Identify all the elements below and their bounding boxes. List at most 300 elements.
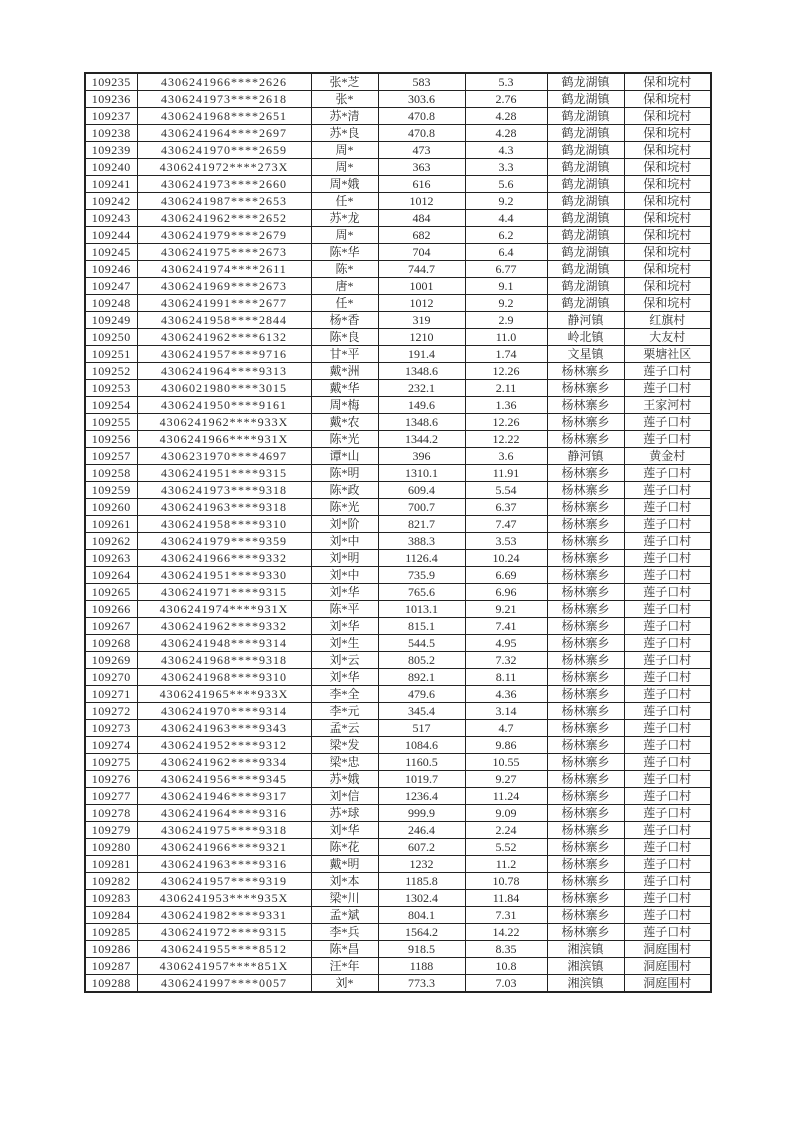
cell-id-number-masked: 4306241962****2652 xyxy=(137,210,311,227)
cell-person-name-masked: 刘*中 xyxy=(311,533,378,550)
cell-value-1: 470.8 xyxy=(378,108,465,125)
table-row xyxy=(85,482,711,499)
cell-value-1: 479.6 xyxy=(378,686,465,703)
cell-village: 莲子口村 xyxy=(624,550,711,567)
cell-sequence-number: 109245 xyxy=(85,244,137,261)
table-row xyxy=(85,890,711,907)
cell-town: 鹤龙湖镇 xyxy=(547,295,624,312)
cell-id-number-masked: 4306241982****9331 xyxy=(137,907,311,924)
cell-person-name-masked: 刘*本 xyxy=(311,873,378,890)
cell-id-number-masked: 4306241957****9319 xyxy=(137,873,311,890)
cell-id-number-masked: 4306241948****9314 xyxy=(137,635,311,652)
cell-sequence-number: 109285 xyxy=(85,924,137,941)
cell-value-2: 10.78 xyxy=(465,873,547,890)
cell-village: 洞庭围村 xyxy=(624,958,711,975)
cell-sequence-number: 109251 xyxy=(85,346,137,363)
cell-village: 莲子口村 xyxy=(624,907,711,924)
cell-town: 杨林寨乡 xyxy=(547,924,624,941)
cell-village: 保和垸村 xyxy=(624,142,711,159)
cell-id-number-masked: 4306241971****9315 xyxy=(137,584,311,601)
cell-village: 大友村 xyxy=(624,329,711,346)
cell-id-number-masked: 4306241975****9318 xyxy=(137,822,311,839)
table-row xyxy=(85,142,711,159)
cell-person-name-masked: 甘*平 xyxy=(311,346,378,363)
cell-village: 莲子口村 xyxy=(624,431,711,448)
cell-value-2: 5.52 xyxy=(465,839,547,856)
cell-sequence-number: 109288 xyxy=(85,975,137,993)
table-row xyxy=(85,244,711,261)
table-row xyxy=(85,584,711,601)
cell-id-number-masked: 4306241963****9316 xyxy=(137,856,311,873)
cell-sequence-number: 109275 xyxy=(85,754,137,771)
cell-town: 鹤龙湖镇 xyxy=(547,73,624,91)
cell-village: 洞庭围村 xyxy=(624,941,711,958)
cell-sequence-number: 109239 xyxy=(85,142,137,159)
cell-person-name-masked: 苏*球 xyxy=(311,805,378,822)
cell-value-1: 583 xyxy=(378,73,465,91)
cell-value-2: 4.3 xyxy=(465,142,547,159)
cell-value-1: 1126.4 xyxy=(378,550,465,567)
cell-sequence-number: 109235 xyxy=(85,73,137,91)
cell-value-2: 7.31 xyxy=(465,907,547,924)
cell-id-number-masked: 4306241968****9310 xyxy=(137,669,311,686)
cell-village: 莲子口村 xyxy=(624,754,711,771)
cell-person-name-masked: 谭*山 xyxy=(311,448,378,465)
cell-sequence-number: 109253 xyxy=(85,380,137,397)
table-row xyxy=(85,227,711,244)
cell-id-number-masked: 4306241972****273X xyxy=(137,159,311,176)
table-row xyxy=(85,278,711,295)
cell-person-name-masked: 周*娥 xyxy=(311,176,378,193)
cell-sequence-number: 109286 xyxy=(85,941,137,958)
cell-sequence-number: 109256 xyxy=(85,431,137,448)
table-row xyxy=(85,73,711,91)
cell-person-name-masked: 刘*华 xyxy=(311,618,378,635)
cell-person-name-masked: 苏*良 xyxy=(311,125,378,142)
cell-person-name-masked: 任* xyxy=(311,193,378,210)
cell-sequence-number: 109274 xyxy=(85,737,137,754)
cell-id-number-masked: 4306241962****6132 xyxy=(137,329,311,346)
table-row xyxy=(85,788,711,805)
cell-sequence-number: 109268 xyxy=(85,635,137,652)
cell-value-1: 363 xyxy=(378,159,465,176)
cell-town: 湘滨镇 xyxy=(547,958,624,975)
cell-value-1: 1160.5 xyxy=(378,754,465,771)
cell-value-2: 10.55 xyxy=(465,754,547,771)
cell-id-number-masked: 4306241968****9318 xyxy=(137,652,311,669)
cell-value-1: 1210 xyxy=(378,329,465,346)
cell-village: 莲子口村 xyxy=(624,618,711,635)
cell-village: 莲子口村 xyxy=(624,601,711,618)
cell-village: 莲子口村 xyxy=(624,516,711,533)
cell-sequence-number: 109265 xyxy=(85,584,137,601)
cell-value-2: 9.2 xyxy=(465,295,547,312)
beneficiary-table xyxy=(84,72,712,993)
cell-value-1: 616 xyxy=(378,176,465,193)
cell-value-1: 232.1 xyxy=(378,380,465,397)
cell-value-2: 6.77 xyxy=(465,261,547,278)
table-row xyxy=(85,839,711,856)
table-row xyxy=(85,567,711,584)
cell-value-1: 1185.8 xyxy=(378,873,465,890)
table-row xyxy=(85,533,711,550)
cell-value-1: 892.1 xyxy=(378,669,465,686)
cell-town: 杨林寨乡 xyxy=(547,533,624,550)
table-row xyxy=(85,91,711,108)
cell-value-1: 1310.1 xyxy=(378,465,465,482)
table-row xyxy=(85,210,711,227)
cell-town: 杨林寨乡 xyxy=(547,482,624,499)
cell-village: 莲子口村 xyxy=(624,737,711,754)
cell-value-1: 345.4 xyxy=(378,703,465,720)
cell-id-number-masked: 4306241997****0057 xyxy=(137,975,311,993)
cell-value-1: 484 xyxy=(378,210,465,227)
cell-value-2: 11.0 xyxy=(465,329,547,346)
cell-id-number-masked: 4306241958****2844 xyxy=(137,312,311,329)
cell-sequence-number: 109276 xyxy=(85,771,137,788)
cell-value-1: 1348.6 xyxy=(378,414,465,431)
cell-value-1: 609.4 xyxy=(378,482,465,499)
cell-value-1: 1084.6 xyxy=(378,737,465,754)
cell-value-1: 1232 xyxy=(378,856,465,873)
cell-value-1: 473 xyxy=(378,142,465,159)
cell-person-name-masked: 孟*云 xyxy=(311,720,378,737)
table-row xyxy=(85,975,711,993)
cell-village: 莲子口村 xyxy=(624,890,711,907)
cell-value-1: 682 xyxy=(378,227,465,244)
cell-value-1: 1236.4 xyxy=(378,788,465,805)
cell-sequence-number: 109267 xyxy=(85,618,137,635)
cell-value-1: 388.3 xyxy=(378,533,465,550)
cell-id-number-masked: 4306241964****9316 xyxy=(137,805,311,822)
cell-id-number-masked: 4306021980****3015 xyxy=(137,380,311,397)
cell-value-1: 396 xyxy=(378,448,465,465)
table-row xyxy=(85,771,711,788)
cell-value-1: 544.5 xyxy=(378,635,465,652)
cell-village: 莲子口村 xyxy=(624,669,711,686)
cell-id-number-masked: 4306241957****9716 xyxy=(137,346,311,363)
cell-town: 杨林寨乡 xyxy=(547,839,624,856)
cell-person-name-masked: 梁*川 xyxy=(311,890,378,907)
cell-person-name-masked: 陈*华 xyxy=(311,244,378,261)
cell-town: 鹤龙湖镇 xyxy=(547,142,624,159)
cell-id-number-masked: 4306241979****2679 xyxy=(137,227,311,244)
table-row xyxy=(85,924,711,941)
table-row xyxy=(85,499,711,516)
cell-id-number-masked: 4306241968****2651 xyxy=(137,108,311,125)
cell-id-number-masked: 4306241973****2660 xyxy=(137,176,311,193)
table-row xyxy=(85,312,711,329)
cell-value-2: 12.26 xyxy=(465,363,547,380)
cell-value-2: 11.24 xyxy=(465,788,547,805)
cell-value-2: 7.32 xyxy=(465,652,547,669)
cell-town: 杨林寨乡 xyxy=(547,788,624,805)
cell-value-2: 10.24 xyxy=(465,550,547,567)
cell-sequence-number: 109248 xyxy=(85,295,137,312)
table-row xyxy=(85,465,711,482)
cell-village: 莲子口村 xyxy=(624,805,711,822)
cell-id-number-masked: 4306241974****2611 xyxy=(137,261,311,278)
table-row xyxy=(85,397,711,414)
cell-sequence-number: 109272 xyxy=(85,703,137,720)
cell-village: 莲子口村 xyxy=(624,822,711,839)
cell-village: 洞庭围村 xyxy=(624,975,711,993)
cell-village: 保和垸村 xyxy=(624,295,711,312)
cell-person-name-masked: 陈*政 xyxy=(311,482,378,499)
cell-sequence-number: 109264 xyxy=(85,567,137,584)
cell-value-2: 5.54 xyxy=(465,482,547,499)
cell-value-1: 815.1 xyxy=(378,618,465,635)
cell-value-1: 704 xyxy=(378,244,465,261)
cell-town: 鹤龙湖镇 xyxy=(547,210,624,227)
cell-person-name-masked: 苏*娥 xyxy=(311,771,378,788)
cell-town: 杨林寨乡 xyxy=(547,720,624,737)
cell-person-name-masked: 汪*年 xyxy=(311,958,378,975)
cell-value-1: 246.4 xyxy=(378,822,465,839)
cell-person-name-masked: 刘*生 xyxy=(311,635,378,652)
table-row xyxy=(85,363,711,380)
cell-town: 杨林寨乡 xyxy=(547,703,624,720)
cell-town: 文星镇 xyxy=(547,346,624,363)
cell-value-2: 9.86 xyxy=(465,737,547,754)
cell-value-2: 3.14 xyxy=(465,703,547,720)
cell-town: 湘滨镇 xyxy=(547,941,624,958)
cell-value-2: 6.2 xyxy=(465,227,547,244)
cell-value-1: 1001 xyxy=(378,278,465,295)
cell-id-number-masked: 4306241956****9345 xyxy=(137,771,311,788)
cell-person-name-masked: 陈*平 xyxy=(311,601,378,618)
cell-sequence-number: 109247 xyxy=(85,278,137,295)
table-row xyxy=(85,669,711,686)
cell-id-number-masked: 4306241974****931X xyxy=(137,601,311,618)
cell-value-2: 11.2 xyxy=(465,856,547,873)
table-row xyxy=(85,754,711,771)
cell-town: 杨林寨乡 xyxy=(547,380,624,397)
cell-village: 莲子口村 xyxy=(624,652,711,669)
cell-sequence-number: 109283 xyxy=(85,890,137,907)
cell-value-1: 700.7 xyxy=(378,499,465,516)
cell-sequence-number: 109277 xyxy=(85,788,137,805)
cell-sequence-number: 109257 xyxy=(85,448,137,465)
cell-id-number-masked: 4306241957****851X xyxy=(137,958,311,975)
cell-person-name-masked: 杨*香 xyxy=(311,312,378,329)
cell-town: 杨林寨乡 xyxy=(547,771,624,788)
cell-village: 黄金村 xyxy=(624,448,711,465)
table-row xyxy=(85,176,711,193)
cell-value-1: 999.9 xyxy=(378,805,465,822)
cell-town: 鹤龙湖镇 xyxy=(547,244,624,261)
cell-person-name-masked: 刘* xyxy=(311,975,378,993)
cell-person-name-masked: 戴*农 xyxy=(311,414,378,431)
cell-person-name-masked: 梁*忠 xyxy=(311,754,378,771)
cell-sequence-number: 109250 xyxy=(85,329,137,346)
cell-id-number-masked: 4306241963****9318 xyxy=(137,499,311,516)
cell-village: 莲子口村 xyxy=(624,839,711,856)
cell-town: 杨林寨乡 xyxy=(547,856,624,873)
cell-village: 栗塘社区 xyxy=(624,346,711,363)
cell-town: 鹤龙湖镇 xyxy=(547,159,624,176)
cell-id-number-masked: 4306241966****9321 xyxy=(137,839,311,856)
cell-village: 保和垸村 xyxy=(624,176,711,193)
cell-value-2: 4.28 xyxy=(465,108,547,125)
cell-id-number-masked: 4306241962****9332 xyxy=(137,618,311,635)
cell-person-name-masked: 梁*发 xyxy=(311,737,378,754)
cell-id-number-masked: 4306231970****4697 xyxy=(137,448,311,465)
cell-town: 杨林寨乡 xyxy=(547,669,624,686)
cell-value-2: 4.36 xyxy=(465,686,547,703)
table-row xyxy=(85,652,711,669)
cell-village: 莲子口村 xyxy=(624,720,711,737)
cell-value-1: 1564.2 xyxy=(378,924,465,941)
cell-sequence-number: 109287 xyxy=(85,958,137,975)
cell-village: 保和垸村 xyxy=(624,91,711,108)
cell-village: 保和垸村 xyxy=(624,193,711,210)
cell-value-2: 12.22 xyxy=(465,431,547,448)
cell-value-2: 6.69 xyxy=(465,567,547,584)
cell-value-1: 821.7 xyxy=(378,516,465,533)
cell-person-name-masked: 陈*昌 xyxy=(311,941,378,958)
cell-person-name-masked: 李*全 xyxy=(311,686,378,703)
cell-id-number-masked: 4306241962****9334 xyxy=(137,754,311,771)
table-row xyxy=(85,635,711,652)
cell-person-name-masked: 张* xyxy=(311,91,378,108)
cell-person-name-masked: 刘*华 xyxy=(311,822,378,839)
cell-sequence-number: 109237 xyxy=(85,108,137,125)
cell-value-2: 9.1 xyxy=(465,278,547,295)
table-row xyxy=(85,431,711,448)
cell-village: 莲子口村 xyxy=(624,380,711,397)
cell-value-1: 765.6 xyxy=(378,584,465,601)
cell-village: 保和垸村 xyxy=(624,108,711,125)
cell-village: 莲子口村 xyxy=(624,856,711,873)
cell-village: 保和垸村 xyxy=(624,261,711,278)
cell-village: 保和垸村 xyxy=(624,73,711,91)
cell-person-name-masked: 周*梅 xyxy=(311,397,378,414)
cell-sequence-number: 109249 xyxy=(85,312,137,329)
cell-village: 莲子口村 xyxy=(624,703,711,720)
cell-value-2: 3.53 xyxy=(465,533,547,550)
cell-value-2: 9.21 xyxy=(465,601,547,618)
table-row xyxy=(85,601,711,618)
cell-sequence-number: 109255 xyxy=(85,414,137,431)
cell-person-name-masked: 戴*华 xyxy=(311,380,378,397)
cell-sequence-number: 109271 xyxy=(85,686,137,703)
cell-value-1: 804.1 xyxy=(378,907,465,924)
cell-value-2: 14.22 xyxy=(465,924,547,941)
cell-village: 保和垸村 xyxy=(624,125,711,142)
cell-value-2: 8.35 xyxy=(465,941,547,958)
cell-value-2: 4.95 xyxy=(465,635,547,652)
table-row xyxy=(85,720,711,737)
cell-person-name-masked: 刘*信 xyxy=(311,788,378,805)
cell-value-2: 6.4 xyxy=(465,244,547,261)
cell-value-1: 1348.6 xyxy=(378,363,465,380)
table-row xyxy=(85,958,711,975)
cell-value-1: 1019.7 xyxy=(378,771,465,788)
cell-id-number-masked: 4306241966****931X xyxy=(137,431,311,448)
cell-sequence-number: 109266 xyxy=(85,601,137,618)
cell-town: 杨林寨乡 xyxy=(547,737,624,754)
table-row xyxy=(85,414,711,431)
table-row xyxy=(85,873,711,890)
cell-value-1: 773.3 xyxy=(378,975,465,993)
cell-town: 杨林寨乡 xyxy=(547,822,624,839)
cell-value-2: 5.6 xyxy=(465,176,547,193)
cell-person-name-masked: 陈*花 xyxy=(311,839,378,856)
cell-person-name-masked: 刘*华 xyxy=(311,669,378,686)
cell-sequence-number: 109241 xyxy=(85,176,137,193)
cell-sequence-number: 109243 xyxy=(85,210,137,227)
cell-person-name-masked: 戴*明 xyxy=(311,856,378,873)
cell-town: 杨林寨乡 xyxy=(547,550,624,567)
cell-value-2: 2.9 xyxy=(465,312,547,329)
cell-town: 鹤龙湖镇 xyxy=(547,91,624,108)
cell-village: 红旗村 xyxy=(624,312,711,329)
cell-town: 鹤龙湖镇 xyxy=(547,261,624,278)
cell-value-2: 3.6 xyxy=(465,448,547,465)
cell-person-name-masked: 陈* xyxy=(311,261,378,278)
cell-value-2: 1.74 xyxy=(465,346,547,363)
table-row xyxy=(85,941,711,958)
cell-value-1: 191.4 xyxy=(378,346,465,363)
cell-value-2: 2.76 xyxy=(465,91,547,108)
cell-town: 静河镇 xyxy=(547,312,624,329)
cell-person-name-masked: 周* xyxy=(311,227,378,244)
cell-value-2: 9.09 xyxy=(465,805,547,822)
cell-id-number-masked: 4306241973****9318 xyxy=(137,482,311,499)
cell-id-number-masked: 4306241963****9343 xyxy=(137,720,311,737)
cell-value-1: 1012 xyxy=(378,193,465,210)
cell-id-number-masked: 4306241987****2653 xyxy=(137,193,311,210)
cell-village: 莲子口村 xyxy=(624,771,711,788)
cell-person-name-masked: 戴*洲 xyxy=(311,363,378,380)
cell-id-number-masked: 4306241970****9314 xyxy=(137,703,311,720)
cell-value-2: 12.26 xyxy=(465,414,547,431)
cell-town: 杨林寨乡 xyxy=(547,363,624,380)
cell-value-1: 517 xyxy=(378,720,465,737)
cell-sequence-number: 109254 xyxy=(85,397,137,414)
table-row xyxy=(85,193,711,210)
cell-person-name-masked: 陈*光 xyxy=(311,499,378,516)
cell-sequence-number: 109258 xyxy=(85,465,137,482)
cell-town: 杨林寨乡 xyxy=(547,754,624,771)
cell-value-2: 8.11 xyxy=(465,669,547,686)
table-row xyxy=(85,703,711,720)
cell-value-2: 4.4 xyxy=(465,210,547,227)
cell-value-2: 5.3 xyxy=(465,73,547,91)
cell-town: 杨林寨乡 xyxy=(547,516,624,533)
cell-value-2: 7.47 xyxy=(465,516,547,533)
cell-value-1: 805.2 xyxy=(378,652,465,669)
cell-value-2: 3.3 xyxy=(465,159,547,176)
table-row xyxy=(85,108,711,125)
cell-person-name-masked: 李*元 xyxy=(311,703,378,720)
cell-sequence-number: 109280 xyxy=(85,839,137,856)
cell-value-2: 4.28 xyxy=(465,125,547,142)
cell-value-1: 607.2 xyxy=(378,839,465,856)
cell-town: 杨林寨乡 xyxy=(547,414,624,431)
cell-town: 鹤龙湖镇 xyxy=(547,193,624,210)
cell-person-name-masked: 周* xyxy=(311,159,378,176)
cell-sequence-number: 109278 xyxy=(85,805,137,822)
cell-value-2: 7.41 xyxy=(465,618,547,635)
cell-id-number-masked: 4306241955****8512 xyxy=(137,941,311,958)
cell-id-number-masked: 4306241953****935X xyxy=(137,890,311,907)
cell-village: 莲子口村 xyxy=(624,924,711,941)
cell-id-number-masked: 4306241951****9315 xyxy=(137,465,311,482)
cell-village: 保和垸村 xyxy=(624,244,711,261)
cell-value-1: 735.9 xyxy=(378,567,465,584)
